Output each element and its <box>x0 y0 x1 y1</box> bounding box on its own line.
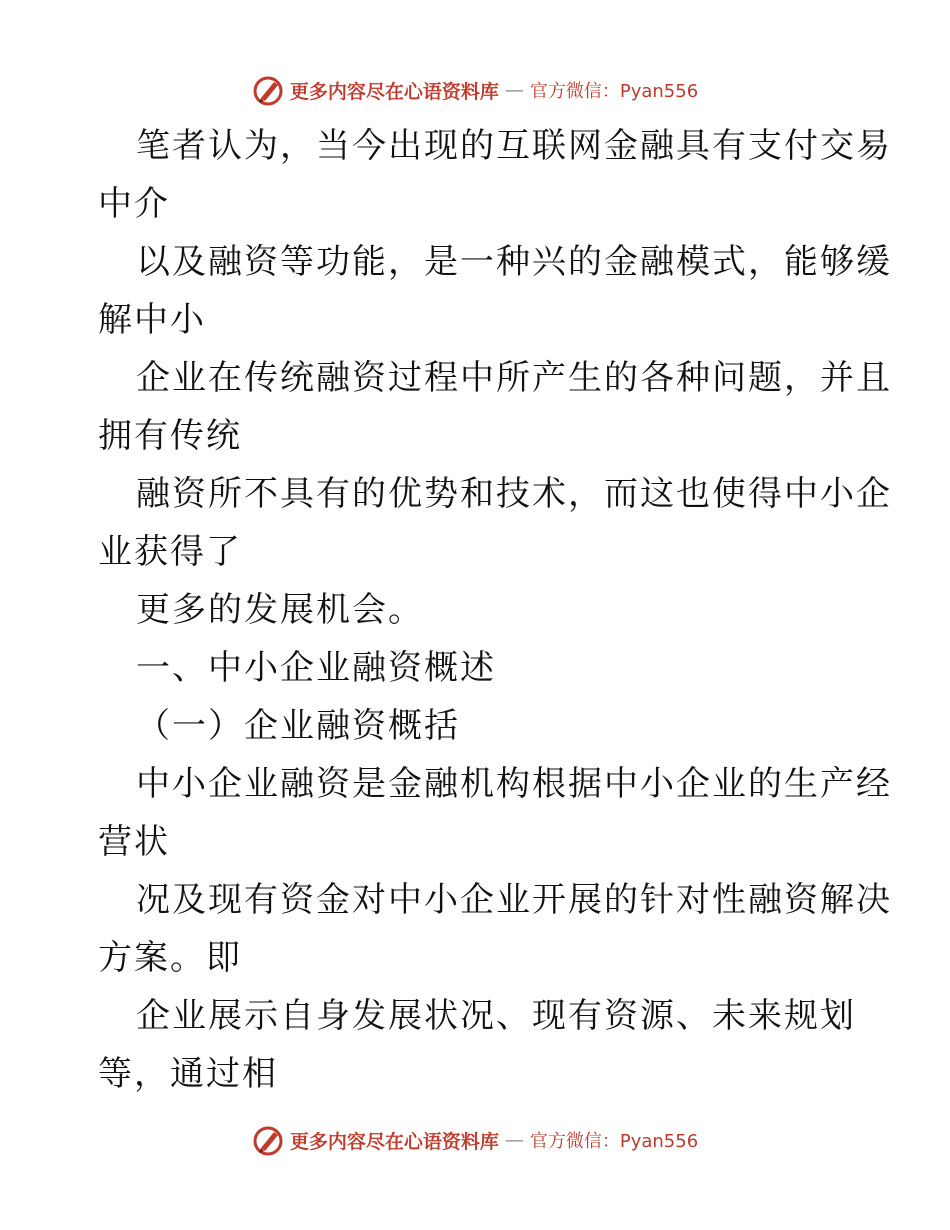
body-line: 中介 <box>98 184 170 224</box>
body-line: 笔者认为，当今出现的互联网金融具有支付交易 <box>136 126 892 166</box>
body-line: 融资所不具有的优势和技术，而这也使得中小企 <box>136 474 892 514</box>
subsection-heading: （一）企业融资概括 <box>136 706 460 746</box>
body-line: 企业在传统融资过程中所产生的各种问题，并且 <box>136 358 892 398</box>
body-line: 中小企业融资是金融机构根据中小企业的生产经 <box>136 764 892 804</box>
body-line: 拥有传统 <box>98 416 242 456</box>
footer-separator: — <box>504 1129 524 1151</box>
header-wechat-text: 官方微信：Pyan556 <box>529 81 699 102</box>
body-line: 况及现有资金对中小企业开展的针对性融资解决 <box>136 880 892 920</box>
body-line: 以及融资等功能，是一种兴的金融模式，能够缓 <box>136 242 892 282</box>
pen-logo-icon <box>252 74 284 106</box>
body-line: 业获得了 <box>98 532 242 572</box>
header-site-text: 更多内容尽在心语资料库 <box>289 80 499 103</box>
body-line: 营状 <box>98 822 170 862</box>
body-line: 更多的发展机会。 <box>136 590 424 630</box>
footer-wechat-text: 官方微信：Pyan556 <box>529 1131 699 1152</box>
header-banner <box>0 70 950 110</box>
pen-logo-icon <box>252 1124 284 1156</box>
footer-banner <box>0 1120 950 1160</box>
body-line: 方案。即 <box>98 938 242 978</box>
section-heading: 一、中小企业融资概述 <box>136 648 496 688</box>
body-line: 解中小 <box>98 300 206 340</box>
document-body <box>98 117 892 1103</box>
body-line: 等，通过相 <box>98 1054 278 1094</box>
header-separator: — <box>504 79 524 101</box>
footer-site-text: 更多内容尽在心语资料库 <box>289 1130 499 1153</box>
body-line: 企业展示自身发展状况、现有资源、未来规划 <box>136 996 856 1036</box>
